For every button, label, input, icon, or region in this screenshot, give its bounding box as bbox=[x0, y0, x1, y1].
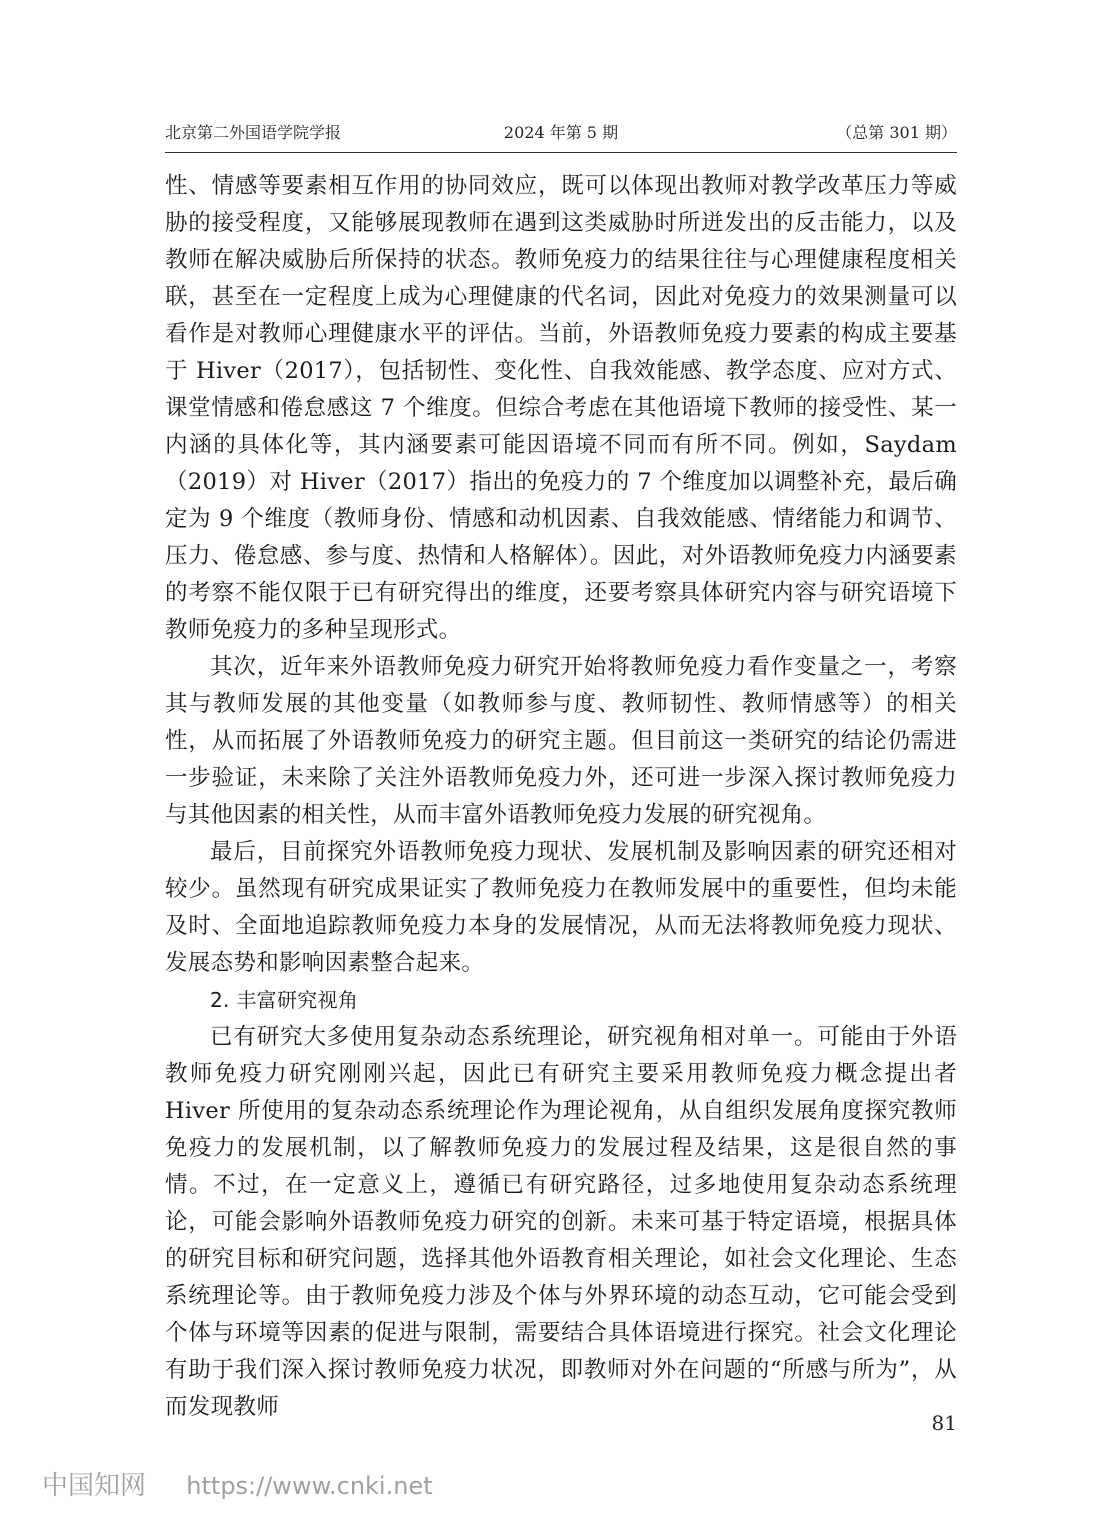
header-rule bbox=[165, 152, 957, 153]
watermark-brand: 中国知网 bbox=[42, 1471, 147, 1501]
paragraph: 最后，目前探究外语教师免疫力现状、发展机制及影响因素的研究还相对较少。虽然现有研究成果证实了教师免疫力在教师发展中的重要性，但均未能及时、全面地追踪教师免疫力本身的发展情况，从而无法将教师免疫力现状、发展态势和影响因素整合起来。 bbox=[165, 839, 957, 976]
journal-name: 北京第二外国语学院学报 bbox=[165, 123, 342, 142]
watermark-url: https://www.cnki.net bbox=[186, 1472, 433, 1500]
total-issue-number: （总第 301 期） bbox=[836, 123, 957, 142]
paragraph: 已有研究大多使用复杂动态系统理论，研究视角相对单一。可能由于外语教师免疫力研究刚刚兴起，因此已有研究主要采用教师免疫力概念提出者 Hiver 所使用的复杂动态系统理论作为理论视角，从自组织发展角度探究教师免疫力的发展机制，以了解教师免疫力的发展过程及结果，这是很自然的事情。不过，在一定意义上，遵循已有研究路径，过多地使用复杂动态系统理论，可能会影响外语教师免疫力研究的创新。未来可基于特定语境，根据具体的研究目标和研究问题，选择其他外语教育相关理论，如社会文化理论、生态系统理论等。由于教师免疫力涉及个体与外界环境的动态互动，它可能会受到个体与环境等因素的促进与限制，需要结合具体语境进行探究。社会文化理论有助于我们深入探讨教师免疫力状况，即教师对外在问题的“所感与所为”，从而发现教师 bbox=[165, 1024, 957, 1420]
paragraph: 其次，近年来外语教师免疫力研究开始将教师免疫力看作变量之一，考察其与教师发展的其他变量（如教师参与度、教师韧性、教师情感等）的相关性，从而拓展了外语教师免疫力的研究主题。但目前这一类研究的结论仍需进一步验证，未来除了关注外语教师免疫力外，还可进一步深入探讨教师免疫力与其他因素的相关性，从而丰富外语教师免疫力发展的研究视角。 bbox=[165, 654, 957, 828]
issue-number: 2024 年第 5 期 bbox=[503, 123, 619, 142]
paragraph-continued: 性、情感等要素相互作用的协同效应，既可以体现出教师对教学改革压力等威胁的接受程度，又能够展现教师在遇到这类威胁时所迸发出的反击能力，以及教师在解决威胁后所保持的状态。教师免疫力的结果往往与心理健康程度相关联，甚至在一定程度上成为心理健康的代名词，因此对免疫力的效果测量可以看作是对教师心理健康水平的评估。当前，外语教师免疫力要素的构成主要基于 Hiver（2017），包括韧性、变化性、自我效能感、教学态度、应对方式、课堂情感和倦怠感这 7 个维度。但综合考虑在其他语境下教师的接受性、某一内涵的具体化等，其内涵要素可能因语境不同而有所不同。例如，Saydam（2019）对 Hiver（2017）指出的免疫力的 7 个维度加以调整补充，最后确定为 9 个维度（教师身份、情感和动机因素、自我效能感、情绪能力和调节、压力、倦怠感、参与度、热情和人格解体）。因此，对外语教师免疫力内涵要素的考察不能仅限于已有研究得出的维度，还要考察具体研究内容与研究语境下教师免疫力的多种呈现形式。 bbox=[165, 173, 957, 643]
article-body bbox=[165, 168, 957, 1426]
running-header bbox=[165, 120, 957, 148]
page-number: 81 bbox=[931, 1411, 957, 1435]
cnki-watermark bbox=[42, 1465, 433, 1502]
section-subheading: 2. 丰富研究视角 bbox=[210, 988, 359, 1012]
